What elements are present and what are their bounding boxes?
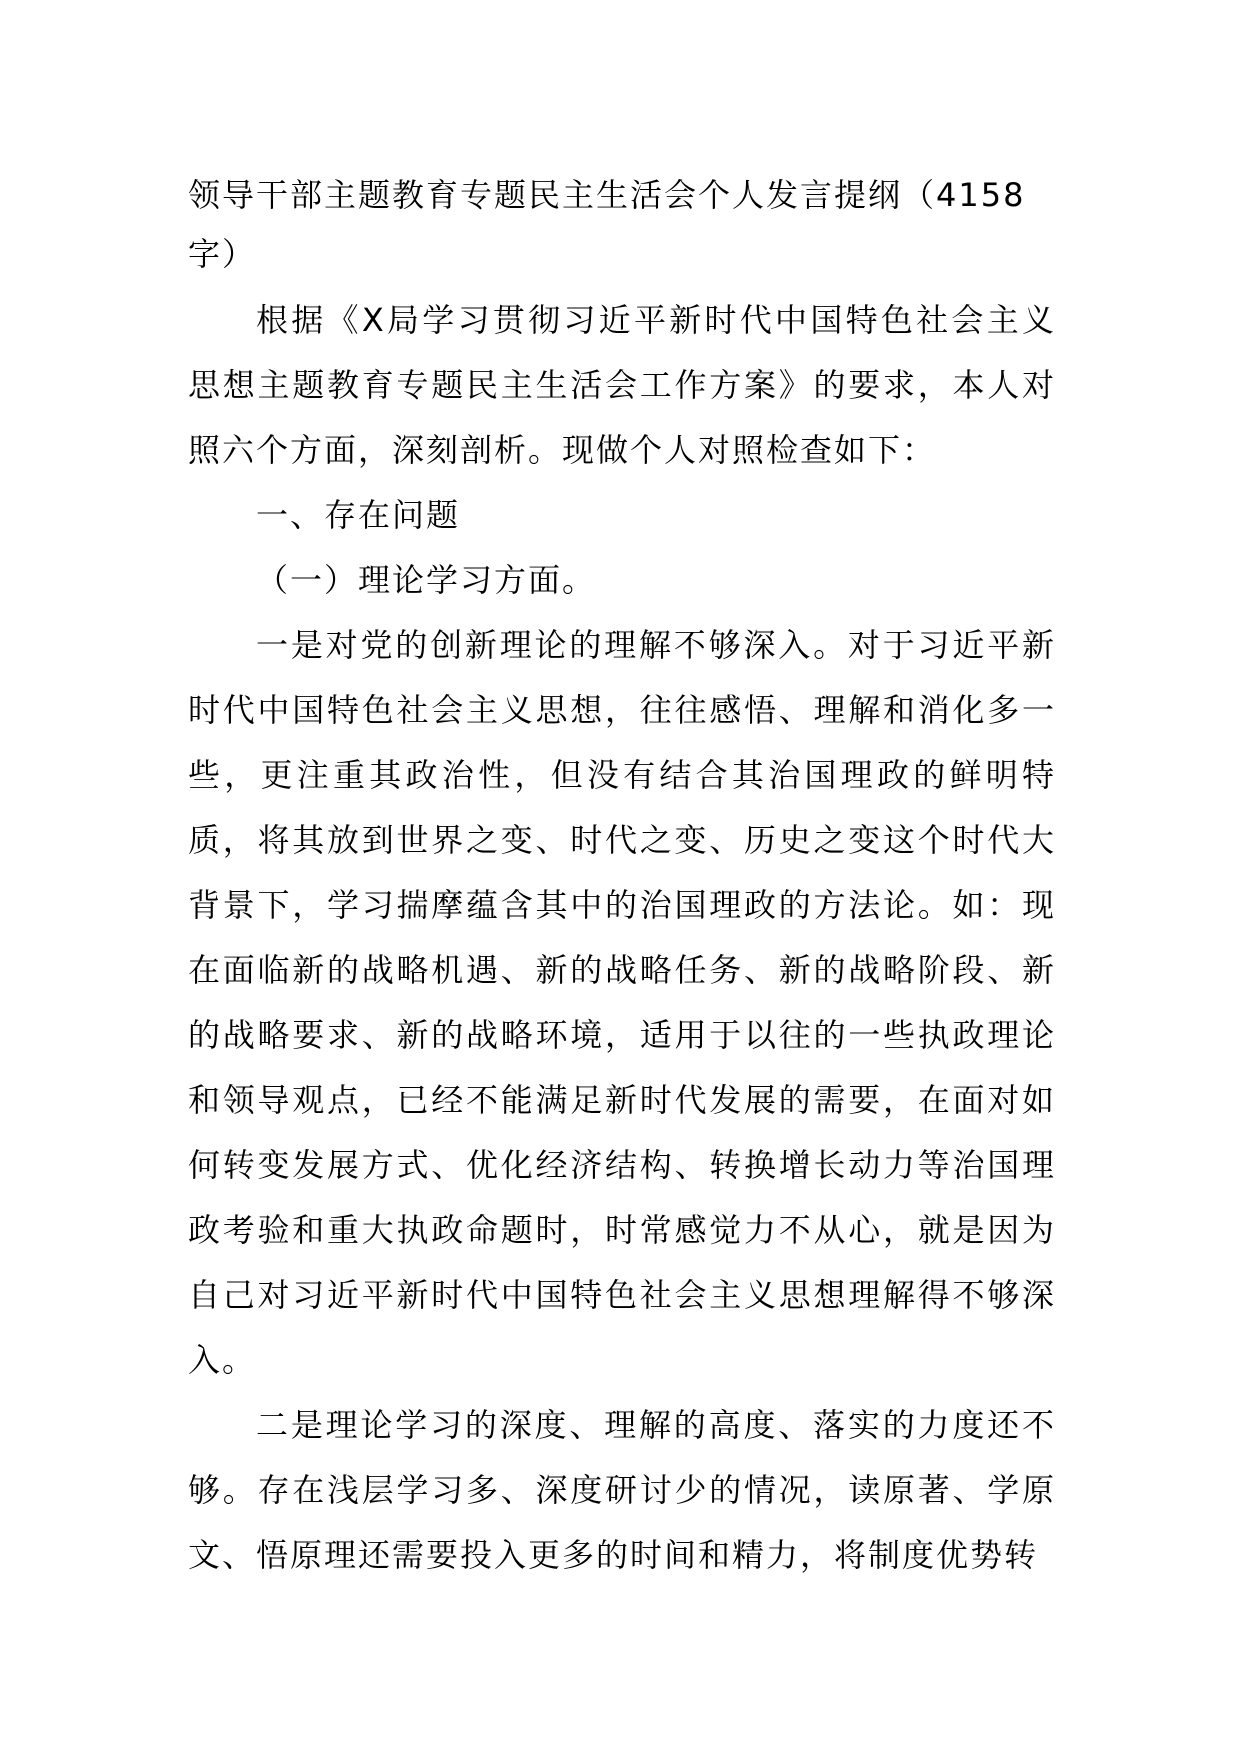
subsection-heading-theory-study: （一）理论学习方面。 xyxy=(256,561,597,599)
section-heading-problems: 一、存在问题 xyxy=(256,496,461,534)
intro-paragraph: 根据《X局学习贯彻习近平新时代中国特色社会主义思想主题教育专题民主生活会工作方案》的要求，本人对照六个方面，深刻剖析。现做个人对照检查如下： xyxy=(188,301,1056,469)
document-title: 领导干部主题教育专题民主生活会个人发言提纲（4158字） xyxy=(188,176,1026,273)
body-paragraph-first-point: 一是对党的创新理论的理解不够深入。对于习近平新时代中国特色社会主义思想，往往感悟、理解和消化多一些，更注重其政治性，但没有结合其治国理政的鲜明特质，将其放到世界之变、时代之变、历史之变这个时代大背景下，学习揣摩蕴含其中的治国理政的方法论。如：现在面临新的战略机遇、新的战略任务、新的战略阶段、新的战略要求、新的战略环境，适用于以往的一些执政理论和领导观点，已经不能满足新时代发展的需要，在面对如何转变发展方式、优化经济结构、转换增长动力等治国理政考验和重大执政命题时，时常感觉力不从心，就是因为自己对习近平新时代中国特色社会主义思想理解得不够深入。 xyxy=(188,626,1056,1379)
body-paragraph-second-point: 二是理论学习的深度、理解的高度、落实的力度还不够。存在浅层学习多、深度研讨少的情况，读原著、学原文、悟原理还需要投入更多的时间和精力，将制度优势转 xyxy=(188,1406,1056,1574)
document-body xyxy=(188,166,1056,1588)
